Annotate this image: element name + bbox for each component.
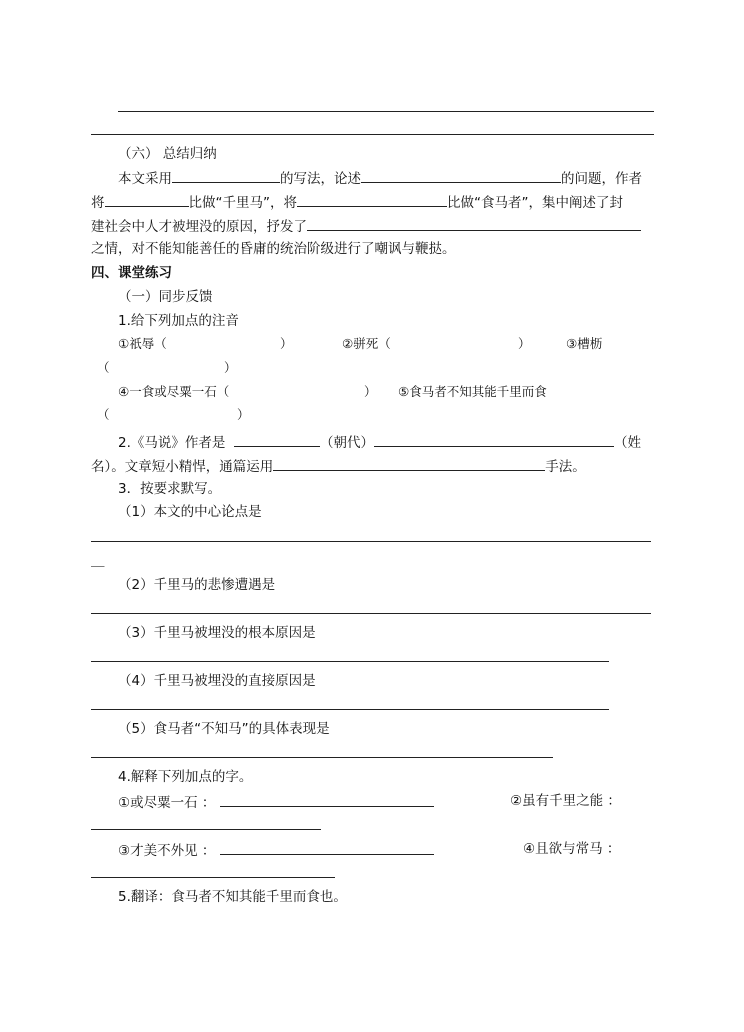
summary-line-4: 之情，对不能知能善任的昏庸的统治阶级进行了嘲讽与鞭挞。: [91, 241, 456, 257]
explain-item: [118, 792, 434, 812]
summary-line-2: [91, 192, 623, 212]
blank[interactable]: [172, 168, 280, 183]
pinyin-item: ②骈死（: [342, 336, 391, 351]
section-heading: 四、课堂练习: [91, 265, 172, 281]
pinyin-item: ⑤食马者不知其能千里而食: [398, 384, 547, 399]
subsection-heading: （一）同步反馈: [118, 289, 213, 305]
question-title: 4.解释下列加点的字。: [118, 769, 253, 785]
bracket-close: ）: [224, 360, 237, 375]
text: （姓: [613, 435, 641, 451]
explain-item: ④且欲与常马 ：: [523, 841, 621, 857]
answer-line[interactable]: [118, 111, 654, 112]
bracket-close: ）: [518, 336, 531, 351]
bracket-close: ）: [280, 336, 293, 351]
blank[interactable]: [105, 192, 189, 207]
answer-line[interactable]: [91, 661, 609, 662]
blank[interactable]: [220, 792, 434, 807]
pinyin-item: ③槽枥: [566, 336, 603, 351]
recite-prompt: （5）食马者“不知马”的具体表现是: [118, 721, 330, 737]
pinyin-item: ①祇辱（: [118, 336, 167, 351]
bracket-open: （: [97, 360, 110, 375]
text: 2.《马说》作者是: [118, 435, 226, 451]
answer-line[interactable]: [91, 613, 651, 614]
text: 的问题，作者: [561, 171, 642, 187]
question-2-line-2: [91, 456, 586, 476]
text: 名）。文章短小精悍，通篇运用: [91, 459, 274, 475]
blank[interactable]: [273, 456, 545, 471]
recite-prompt: （3）千里马被埋没的根本原因是: [118, 625, 316, 641]
question-title: 3．按要求默写。: [118, 481, 222, 497]
question-title: 1.给下列加点的注音: [118, 313, 239, 329]
text: 比做“食马者”，集中阐述了封: [447, 195, 623, 211]
blank[interactable]: [234, 432, 320, 447]
text: 比做“千里马”，将: [188, 195, 297, 211]
question-2-line-1: [118, 432, 641, 452]
blank[interactable]: [361, 168, 561, 183]
text: 的写法，论述: [280, 171, 361, 187]
summary-line-1: [118, 168, 642, 188]
answer-line[interactable]: [91, 134, 654, 135]
text: 建社会中人才被埋没的原因，抒发了: [91, 219, 307, 235]
line-tail: ＿: [91, 553, 105, 569]
blank[interactable]: [297, 192, 447, 207]
blank[interactable]: [220, 840, 434, 855]
recite-prompt: （4）千里马被埋没的直接原因是: [118, 673, 316, 689]
bracket-open: （: [97, 407, 110, 422]
text: （朝代）: [319, 435, 374, 451]
text: 本文采用: [118, 171, 172, 187]
summary-line-3: [91, 216, 641, 236]
recite-prompt: （1）本文的中心论点是: [118, 504, 262, 520]
section-heading: （六） 总结归纳: [118, 146, 217, 162]
question-title: 5.翻译：食马者不知其能千里而食也。: [118, 889, 347, 905]
blank[interactable]: [374, 432, 614, 447]
recite-prompt: （2）千里马的悲惨遭遇是: [118, 577, 276, 593]
answer-line[interactable]: [91, 709, 609, 710]
answer-line[interactable]: [91, 541, 651, 542]
answer-line[interactable]: [91, 877, 335, 878]
blank[interactable]: [307, 216, 641, 231]
explain-item: ②虽有千里之能 ：: [510, 793, 621, 809]
text: 将: [91, 195, 105, 211]
answer-line[interactable]: [91, 829, 321, 830]
pinyin-item: ④一食或尽粟一石（: [118, 384, 230, 399]
explain-item: [118, 840, 434, 860]
text: ①或尽粟一石 ：: [118, 795, 216, 811]
text: ③才美不外见 ：: [118, 843, 216, 859]
bracket-close: ）: [237, 407, 250, 422]
bracket-close: ）: [364, 384, 377, 399]
text: 手法。: [545, 459, 586, 475]
answer-line[interactable]: [91, 757, 553, 758]
